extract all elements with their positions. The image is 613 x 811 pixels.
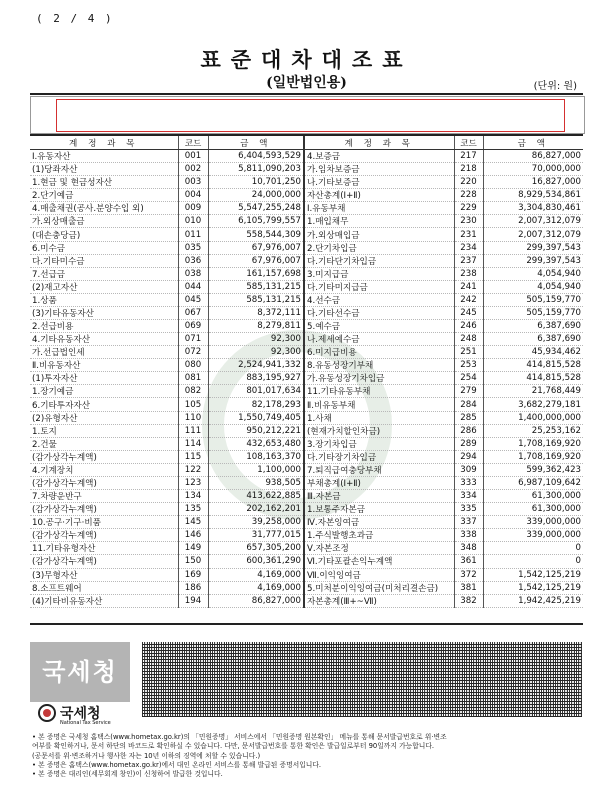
ledger-right-amount: 1,942,425,219 — [483, 594, 583, 607]
ledger-left-item: 7.차량운반구 — [30, 490, 178, 503]
ledger-right-code: 231 — [454, 228, 483, 241]
ledger-left-code: 004 — [178, 189, 208, 202]
ledger-right-item: 11.기타유동부채 — [304, 385, 454, 398]
ledger-left-amount: 31,777,015 — [208, 529, 304, 542]
ledger-right-amount: 505,159,770 — [483, 306, 583, 319]
ledger-right-code: 279 — [454, 385, 483, 398]
table-row — [30, 320, 583, 333]
ledger-left-item: 1.상품 — [30, 293, 178, 306]
note-line: • 본 증명은 대리인(세무회계 창인)이 신청하여 발급한 것입니다. — [32, 770, 223, 779]
header-right-code: 코드 — [454, 136, 483, 150]
ledger-left-amount: 585,131,215 — [208, 293, 304, 306]
table-row — [30, 581, 583, 594]
table-row — [30, 372, 583, 385]
ledger-left-item: (감가상각누계액) — [30, 450, 178, 463]
ledger-right-item: 4.선수금 — [304, 293, 454, 306]
table-row — [30, 529, 583, 542]
ledger-right-item: 1.매입채무 — [304, 215, 454, 228]
ledger-right-code: 284 — [454, 398, 483, 411]
ledger-right-amount: 299,397,543 — [483, 254, 583, 267]
ledger-right-code: 361 — [454, 555, 483, 568]
ledger-left-item: 가.선급법인세 — [30, 346, 178, 359]
ledger-left-code: 110 — [178, 411, 208, 424]
ledger-right-item: Ⅴ.자본조정 — [304, 542, 454, 555]
ledger-left-amount: 413,622,885 — [208, 490, 304, 503]
table-row — [30, 450, 583, 463]
ledger-right-code: 237 — [454, 254, 483, 267]
top-rule — [30, 93, 583, 95]
header-left-item: 계 정 과 목 — [30, 136, 178, 150]
ledger-left-item: (3)무형자산 — [30, 568, 178, 581]
table-row — [30, 176, 583, 189]
ledger-right-amount: 599,362,423 — [483, 463, 583, 476]
ledger-left-amount: 558,544,309 — [208, 228, 304, 241]
ledger-left-item: 4.매출채권(공사.분양수입 외) — [30, 202, 178, 215]
table-row — [30, 503, 583, 516]
ledger-left-code: 145 — [178, 516, 208, 529]
ledger-left-code: 010 — [178, 215, 208, 228]
ledger-right-item: 3.장기차입금 — [304, 437, 454, 450]
redaction-box — [56, 99, 565, 132]
ledger-left-item: 2.선급비용 — [30, 320, 178, 333]
ledger-right-amount: 1,400,000,000 — [483, 411, 583, 424]
ledger-right-item: 3.미지급금 — [304, 267, 454, 280]
note-line: • 본 증명은 홈택스(www.hometax.go.kr)에서 대인 온라인 서비스를 통해 발급된 증명서입니다. — [32, 760, 322, 769]
ledger-right-item: 5.예수금 — [304, 320, 454, 333]
table-row — [30, 241, 583, 254]
ledger-left-amount: 161,157,698 — [208, 267, 304, 280]
ledger-left-code: 123 — [178, 476, 208, 489]
ledger-left-amount: 585,131,215 — [208, 280, 304, 293]
ledger-left-item: (2)유형자산 — [30, 411, 178, 424]
ledger-right-code: 348 — [454, 542, 483, 555]
ledger-left-amount: 938,505 — [208, 476, 304, 489]
ledger-right-amount: 45,934,462 — [483, 346, 583, 359]
ledger-left-amount: 657,305,200 — [208, 542, 304, 555]
ledger-left-code: 135 — [178, 503, 208, 516]
ledger-right-code: 337 — [454, 516, 483, 529]
ledger-left-amount: 5,811,090,203 — [208, 163, 304, 176]
unit-label: (단위: 원) — [533, 81, 577, 92]
ledger-left-amount: 1,550,749,405 — [208, 411, 304, 424]
ledger-right-amount: 70,000,000 — [483, 163, 583, 176]
ledger-right-item: 1.사채 — [304, 411, 454, 424]
ledger-left-item: 6.기타투자자산 — [30, 398, 178, 411]
ledger-left-item: 가.외상매출금 — [30, 215, 178, 228]
ledger-right-amount: 339,000,000 — [483, 529, 583, 542]
brand-name-en: National Tax Service — [60, 720, 111, 726]
ledger-right-item: 5.미처분이익잉여금(미처리결손금) — [304, 581, 454, 594]
table-row — [30, 437, 583, 450]
ledger-right-code: 289 — [454, 437, 483, 450]
table-row — [30, 254, 583, 267]
table-row — [30, 359, 583, 372]
table-row — [30, 594, 583, 607]
ledger-right-amount: 2,007,312,079 — [483, 228, 583, 241]
ledger-left-code: 114 — [178, 437, 208, 450]
ledger-right-item: 가.유동성장기차입금 — [304, 372, 454, 385]
ledger-right-item: Ⅲ.자본금 — [304, 490, 454, 503]
ledger-right-code: 241 — [454, 280, 483, 293]
ledger-right-item: 1.보통주자본금 — [304, 503, 454, 516]
ledger-right-code: 294 — [454, 450, 483, 463]
ledger-left-item: (4)기타비유동자산 — [30, 594, 178, 607]
ledger-right-code: 246 — [454, 320, 483, 333]
ledger-right-item: 7.퇴직급여충당부채 — [304, 463, 454, 476]
table-body — [30, 150, 583, 608]
ledger-left-amount: 108,163,370 — [208, 450, 304, 463]
ledger-left-code: 009 — [178, 202, 208, 215]
ledger-right-code: 333 — [454, 476, 483, 489]
table-row — [30, 463, 583, 476]
ledger-left-item: 1.토지 — [30, 424, 178, 437]
ledger-right-code: 242 — [454, 293, 483, 306]
ledger-right-code: 238 — [454, 267, 483, 280]
ledger-left-code: 011 — [178, 228, 208, 241]
table-row — [30, 163, 583, 176]
ledger-left-item: 11.기타유형자산 — [30, 542, 178, 555]
ledger-right-code: 234 — [454, 241, 483, 254]
ledger-left-code: 067 — [178, 306, 208, 319]
table-row — [30, 542, 583, 555]
ledger-right-code: 285 — [454, 411, 483, 424]
ledger-left-amount: 6,404,593,529 — [208, 150, 304, 163]
ledger-right-code: 218 — [454, 163, 483, 176]
ledger-left-amount: 5,547,255,248 — [208, 202, 304, 215]
document-title: 표준대차대조표 — [200, 47, 413, 72]
ledger-left-item: (감가상각누계액) — [30, 503, 178, 516]
ledger-left-item: (감가상각누계액) — [30, 476, 178, 489]
ledger-left-amount: 82,178,293 — [208, 398, 304, 411]
ledger-right-code: 253 — [454, 359, 483, 372]
ledger-right-amount: 0 — [483, 555, 583, 568]
ledger-right-amount: 61,300,000 — [483, 503, 583, 516]
ledger-left-amount: 202,162,201 — [208, 503, 304, 516]
ledger-left-code: 002 — [178, 163, 208, 176]
ledger-right-item: Ⅶ.이익잉여금 — [304, 568, 454, 581]
ledger-left-amount: 92,300 — [208, 346, 304, 359]
ledger-left-item: 2.건물 — [30, 437, 178, 450]
ledger-left-code: 150 — [178, 555, 208, 568]
ledger-right-code: 230 — [454, 215, 483, 228]
ledger-right-code: 334 — [454, 490, 483, 503]
table-bottom-rule — [30, 623, 583, 625]
table-row — [30, 215, 583, 228]
ledger-right-amount: 16,827,000 — [483, 176, 583, 189]
ledger-left-code: 080 — [178, 359, 208, 372]
ledger-right-item: 다.기타미지급금 — [304, 280, 454, 293]
ledger-right-item: 부채총계(Ⅰ+Ⅱ) — [304, 476, 454, 489]
ledger-left-item: (1)투자자산 — [30, 372, 178, 385]
table-row — [30, 398, 583, 411]
ledger-left-item: 7.선급금 — [30, 267, 178, 280]
ledger-left-amount: 4,169,000 — [208, 568, 304, 581]
table-row — [30, 150, 583, 163]
table-row — [30, 424, 583, 437]
ledger-right-amount: 6,987,109,642 — [483, 476, 583, 489]
ledger-left-code: 001 — [178, 150, 208, 163]
ledger-left-code: 194 — [178, 594, 208, 607]
ledger-left-code: 036 — [178, 254, 208, 267]
table-row — [30, 385, 583, 398]
ledger-right-amount: 0 — [483, 542, 583, 555]
ledger-left-amount: 1,100,000 — [208, 463, 304, 476]
ledger-left-amount: 39,258,000 — [208, 516, 304, 529]
ledger-left-code: 146 — [178, 529, 208, 542]
balance-sheet-table — [30, 136, 583, 608]
ledger-right-item: 2.단기차입금 — [304, 241, 454, 254]
ledger-left-item: 2.단기예금 — [30, 189, 178, 202]
ledger-left-item: 6.미수금 — [30, 241, 178, 254]
ledger-left-code: 169 — [178, 568, 208, 581]
header-left-amount: 금 액 — [208, 136, 304, 150]
page-indicator: ( 2 / 4 ) — [36, 12, 114, 25]
ledger-left-item: 1.장기예금 — [30, 385, 178, 398]
ledger-left-amount: 883,195,927 — [208, 372, 304, 385]
ledger-right-code: 248 — [454, 333, 483, 346]
ledger-right-amount: 8,929,534,861 — [483, 189, 583, 202]
ledger-left-code: 003 — [178, 176, 208, 189]
ledger-right-amount: 21,768,449 — [483, 385, 583, 398]
ledger-right-code: 229 — [454, 202, 483, 215]
ledger-left-code: 134 — [178, 490, 208, 503]
table-row — [30, 267, 583, 280]
ledger-left-code: 045 — [178, 293, 208, 306]
ledger-right-item: Ⅰ.유동부채 — [304, 202, 454, 215]
ledger-right-item: Ⅱ.비유동부채 — [304, 398, 454, 411]
ledger-left-code: 115 — [178, 450, 208, 463]
ledger-right-item: 가.외상매입금 — [304, 228, 454, 241]
header-left-code: 코드 — [178, 136, 208, 150]
table-row — [30, 333, 583, 346]
ledger-left-code: 122 — [178, 463, 208, 476]
ledger-right-amount: 1,542,125,219 — [483, 568, 583, 581]
nts-logo-block — [30, 642, 130, 702]
ledger-left-item: 4.기타유동자산 — [30, 333, 178, 346]
header-right-item: 계 정 과 목 — [304, 136, 454, 150]
ledger-left-code: 149 — [178, 542, 208, 555]
ledger-right-amount: 2,007,312,079 — [483, 215, 583, 228]
table-row — [30, 202, 583, 215]
table-row — [30, 516, 583, 529]
ledger-left-item: (대손충당금) — [30, 228, 178, 241]
ledger-left-item: 다.기타미수금 — [30, 254, 178, 267]
ledger-right-code: 309 — [454, 463, 483, 476]
ledger-left-amount: 67,976,007 — [208, 254, 304, 267]
ledger-right-amount: 3,682,279,181 — [483, 398, 583, 411]
ledger-left-amount: 67,976,007 — [208, 241, 304, 254]
table-header-row — [30, 136, 583, 150]
ledger-left-code: 071 — [178, 333, 208, 346]
table-row — [30, 490, 583, 503]
ledger-left-code: 081 — [178, 372, 208, 385]
ledger-right-amount: 414,815,528 — [483, 372, 583, 385]
ledger-right-code: 372 — [454, 568, 483, 581]
ledger-right-code: 228 — [454, 189, 483, 202]
ledger-left-code: 072 — [178, 346, 208, 359]
table-row — [30, 476, 583, 489]
table-row — [30, 555, 583, 568]
ledger-left-item: (감가상각누계액) — [30, 529, 178, 542]
table-row — [30, 411, 583, 424]
note-line: 여부를 확인하거나, 문서 하단의 바코드로 확인하실 수 있습니다. 다만, 문서발급번호를 통한 확인은 발급일로부터 90일까지 가능합니다. — [32, 742, 435, 751]
ledger-right-code: 245 — [454, 306, 483, 319]
ledger-left-amount: 600,361,290 — [208, 555, 304, 568]
ledger-right-amount: 1,542,125,219 — [483, 581, 583, 594]
ledger-right-item: 가.임차보증금 — [304, 163, 454, 176]
table-row — [30, 346, 583, 359]
verification-barcode — [142, 642, 582, 717]
ledger-right-code: 220 — [454, 176, 483, 189]
ledger-left-amount: 2,524,941,332 — [208, 359, 304, 372]
footer-notes — [32, 733, 592, 779]
ledger-left-item: Ⅰ.유동자산 — [30, 150, 178, 163]
brand-name: 국세청 — [60, 706, 101, 722]
ledger-left-amount: 432,653,480 — [208, 437, 304, 450]
ledger-right-amount: 6,387,690 — [483, 320, 583, 333]
ledger-left-item: 10.공구·기구·비품 — [30, 516, 178, 529]
ledger-left-item: (3)기타유동자산 — [30, 306, 178, 319]
logo-text: 국세청 — [42, 658, 118, 686]
ledger-right-amount: 4,054,940 — [483, 267, 583, 280]
ledger-right-code: 217 — [454, 150, 483, 163]
ledger-right-item: 다.기타장기차입금 — [304, 450, 454, 463]
ledger-right-code: 286 — [454, 424, 483, 437]
ledger-left-item: 4.기계장치 — [30, 463, 178, 476]
ledger-left-amount: 86,827,000 — [208, 594, 304, 607]
ledger-right-item: 8.유동성장기부채 — [304, 359, 454, 372]
ledger-left-amount: 10,701,250 — [208, 176, 304, 189]
ledger-right-code: 382 — [454, 594, 483, 607]
ledger-right-amount: 6,387,690 — [483, 333, 583, 346]
note-line: (공문서를 위·변조하거나 행사한 자는 10년 이하의 징역에 처할 수 있습니다.) — [32, 751, 261, 760]
ledger-right-amount: 61,300,000 — [483, 490, 583, 503]
ledger-right-item: 다.기타선수금 — [304, 306, 454, 319]
ledger-right-amount: 1,708,169,920 — [483, 437, 583, 450]
ledger-left-amount: 8,372,111 — [208, 306, 304, 319]
ledger-left-item: 8.소프트웨어 — [30, 581, 178, 594]
ledger-left-code: 044 — [178, 280, 208, 293]
table-row — [30, 293, 583, 306]
ledger-left-code: 069 — [178, 320, 208, 333]
table-row — [30, 306, 583, 319]
ledger-left-amount: 6,105,799,557 — [208, 215, 304, 228]
ledger-left-amount: 4,169,000 — [208, 581, 304, 594]
ledger-right-amount: 339,000,000 — [483, 516, 583, 529]
ledger-right-item: 다.기타단기차입금 — [304, 254, 454, 267]
note-line: • 본 증명은 국세청 홈택스(www.hometax.go.kr)의 「민원증명」 서비스에서 「민원증명 원본확인」 메뉴를 통해 문서발급번호로 위·변조 — [32, 733, 447, 741]
table-row — [30, 568, 583, 581]
ledger-right-code: 254 — [454, 372, 483, 385]
ledger-left-amount: 801,017,634 — [208, 385, 304, 398]
ledger-left-code: 105 — [178, 398, 208, 411]
ledger-left-code: 038 — [178, 267, 208, 280]
ledger-left-code: 186 — [178, 581, 208, 594]
table-row — [30, 280, 583, 293]
ledger-right-code: 335 — [454, 503, 483, 516]
table-row — [30, 228, 583, 241]
header-right-amount: 금 액 — [483, 136, 583, 150]
ledger-right-item: Ⅳ.자본잉여금 — [304, 516, 454, 529]
ledger-right-item: 6.미지급비용 — [304, 346, 454, 359]
ledger-left-code: 035 — [178, 241, 208, 254]
ledger-left-item: Ⅱ.비유동자산 — [30, 359, 178, 372]
ledger-right-amount: 86,827,000 — [483, 150, 583, 163]
ledger-right-amount: 4,054,940 — [483, 280, 583, 293]
ledger-left-amount: 8,279,811 — [208, 320, 304, 333]
ledger-right-amount: 414,815,528 — [483, 359, 583, 372]
document-subtitle: (일반법인용) — [266, 75, 347, 91]
ledger-right-item: 4.보증금 — [304, 150, 454, 163]
ledger-right-item: 자산총계(Ⅰ+Ⅱ) — [304, 189, 454, 202]
ledger-right-item: 나.기타보증금 — [304, 176, 454, 189]
nts-emblem-icon — [38, 704, 56, 722]
ledger-right-amount: 505,159,770 — [483, 293, 583, 306]
ledger-right-code: 338 — [454, 529, 483, 542]
ledger-right-item: 자본총계(Ⅲ+~Ⅶ) — [304, 594, 454, 607]
ledger-left-item: (감가상각누계액) — [30, 555, 178, 568]
ledger-left-item: 1.현금 및 현금성자산 — [30, 176, 178, 189]
ledger-left-item: (2)재고자산 — [30, 280, 178, 293]
ledger-right-amount: 1,708,169,920 — [483, 450, 583, 463]
ledger-left-item: (1)당좌자산 — [30, 163, 178, 176]
table-row — [30, 189, 583, 202]
ledger-right-item: 1.주식발행초과금 — [304, 529, 454, 542]
ledger-right-item: Ⅵ.기타포괄손익누계액 — [304, 555, 454, 568]
ledger-right-item: (현재가치할인차금) — [304, 424, 454, 437]
ledger-left-amount: 24,000,000 — [208, 189, 304, 202]
ledger-left-code: 111 — [178, 424, 208, 437]
ledger-right-code: 251 — [454, 346, 483, 359]
ledger-left-amount: 92,300 — [208, 333, 304, 346]
ledger-right-item: 나.제세예수금 — [304, 333, 454, 346]
ledger-left-amount: 950,212,221 — [208, 424, 304, 437]
ledger-right-amount: 25,253,162 — [483, 424, 583, 437]
ledger-right-amount: 299,397,543 — [483, 241, 583, 254]
ledger-right-code: 381 — [454, 581, 483, 594]
ledger-right-amount: 3,304,830,461 — [483, 202, 583, 215]
ledger-left-code: 082 — [178, 385, 208, 398]
